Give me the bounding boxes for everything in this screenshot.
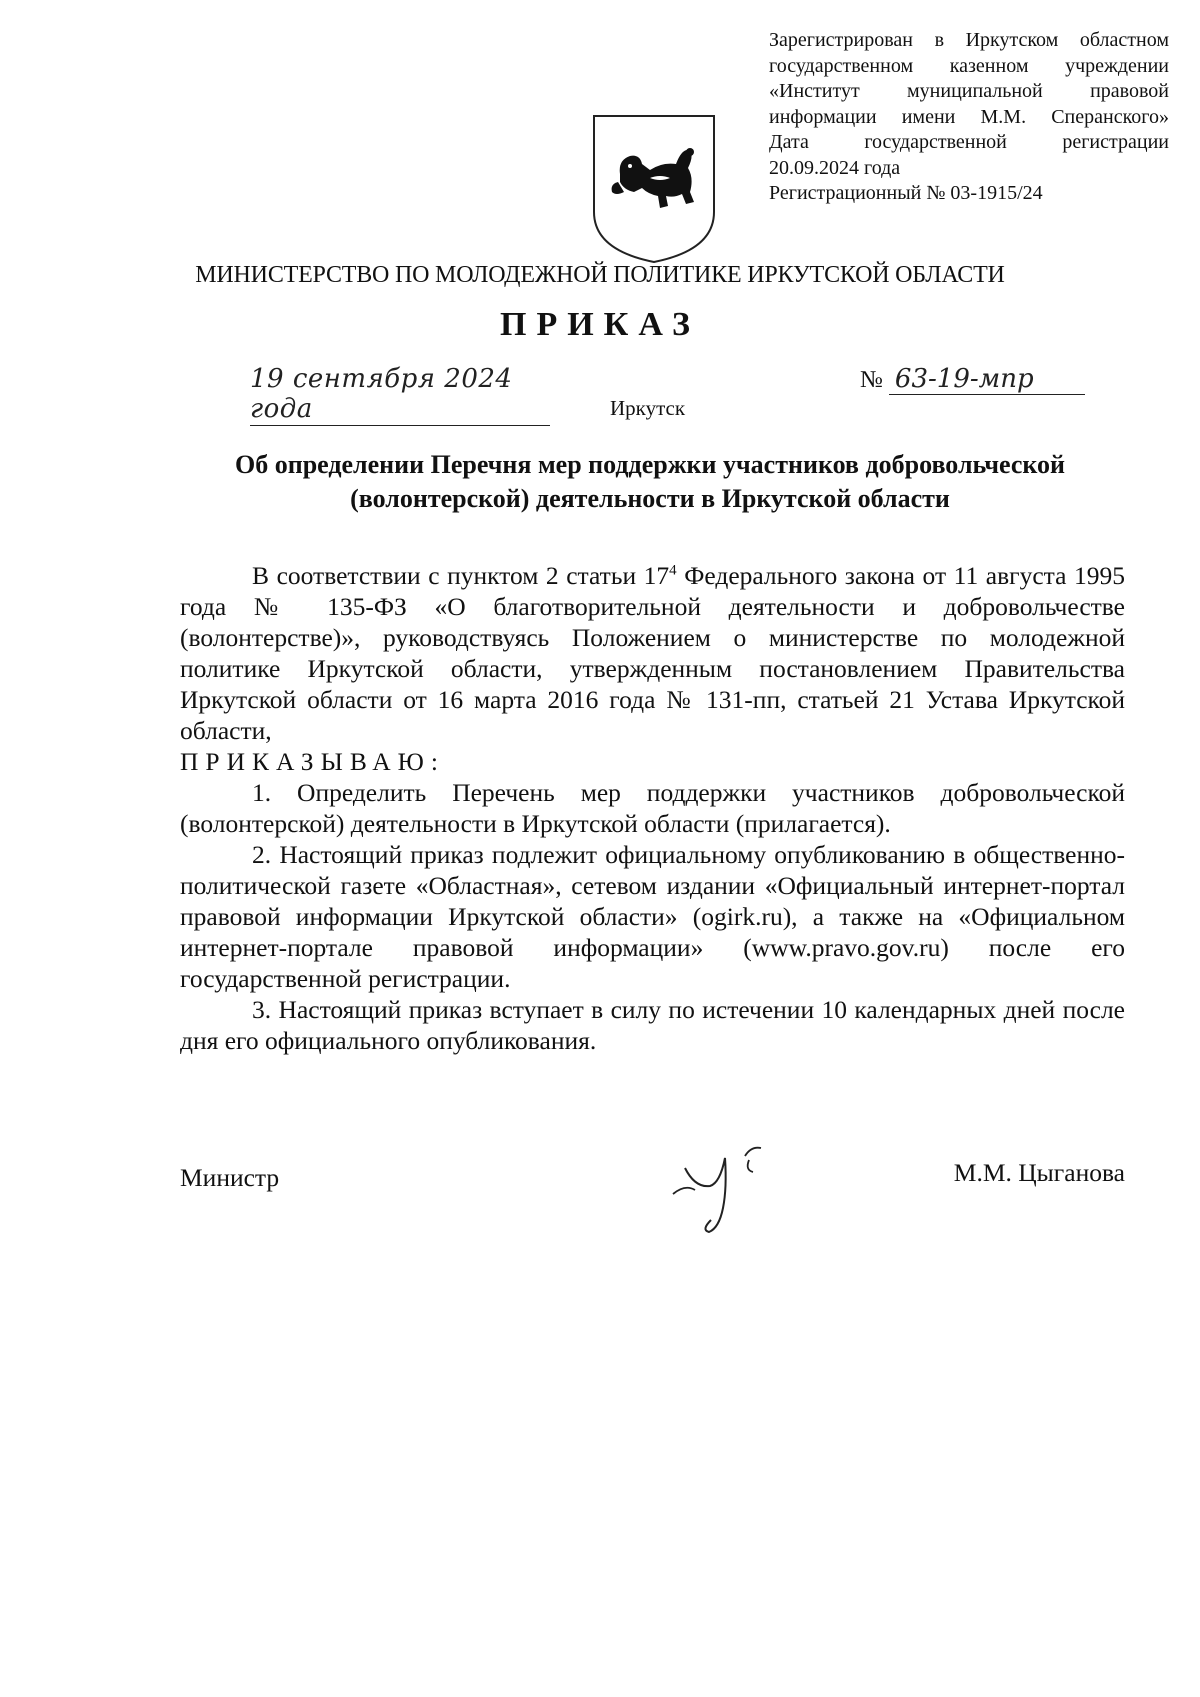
preamble-text-b: Федерального закона от 11 августа 1995 года № 135-ФЗ «О благотворительной деятельности и добровольчестве (волонтерстве)», руководствуясь Положением о министерстве по молодежной политике Иркутской области, утвержденным постановлением Правительства Иркутской области от 16 марта 2016 года № 131-пп, статьей 21 Устава Иркутской области, [180, 561, 1125, 745]
registration-stamp [769, 28, 1169, 207]
registration-number: Регистрационный № 03-1915/24 [769, 182, 1043, 204]
registration-line: информации имени М.М. Сперанского» [769, 105, 1169, 128]
order-word: ПРИКАЗЫВАЮ: [180, 747, 445, 776]
subject-line: (волонтерской) деятельности в Иркутской области [350, 484, 950, 513]
number-sign: № [860, 367, 883, 393]
preamble-paragraph [180, 560, 1125, 746]
order-body [180, 560, 1125, 1056]
registration-line: государственном казенном учреждении [769, 54, 1169, 77]
signatory-name: М.М. Цыганова [953, 1158, 1125, 1187]
registration-line: «Институт муниципальной правовой [769, 80, 1169, 102]
order-item-3: 3. Настоящий приказ вступает в силу по истечении 10 календарных дней после дня его официального опубликования. [180, 995, 1125, 1055]
subject-line: Об определении Перечня мер поддержки участников добровольческой [235, 450, 1065, 479]
registration-line: Дата государственной регистрации [769, 131, 1169, 153]
order-subject [180, 448, 1120, 516]
document-type-title: ПРИКАЗ [500, 306, 700, 343]
registration-line: Зарегистрирован в Иркутском областном [769, 29, 1169, 51]
preamble-text-a: В соответствии с пунктом 2 статьи 17 [252, 561, 670, 590]
ministry-name: МИНИСТЕРСТВО ПО МОЛОДЕЖНОЙ ПОЛИТИКЕ ИРКУТСКОЙ ОБЛАСТИ [195, 262, 1005, 288]
order-item-1: 1. Определить Перечень мер поддержки участников добровольческой (волонтерской) деятельности в Иркутской области (прилагается). [180, 778, 1125, 838]
order-number [860, 364, 1085, 395]
handwritten-number: 63-19-мпр [889, 364, 1085, 395]
coat-of-arms-emblem-icon [590, 112, 718, 264]
article-superscript: 4 [669, 562, 677, 579]
handwritten-signature [665, 1128, 805, 1238]
handwritten-date: 19 сентября 2024 года [250, 364, 550, 426]
signatory-role: Министр [180, 1163, 280, 1192]
order-item-2: 2. Настоящий приказ подлежит официальному опубликованию в общественно-политической газете «Областная», сетевом издании «Официальный интернет-портал правовой информации Иркутской области» (ogirk.ru), а также на «Официальном интернет-портале правовой информации» (www.pravo.gov.ru) после его государственной регистрации. [180, 840, 1125, 993]
city-name: Иркутск [610, 396, 686, 420]
registration-date: 20.09.2024 года [769, 156, 901, 179]
